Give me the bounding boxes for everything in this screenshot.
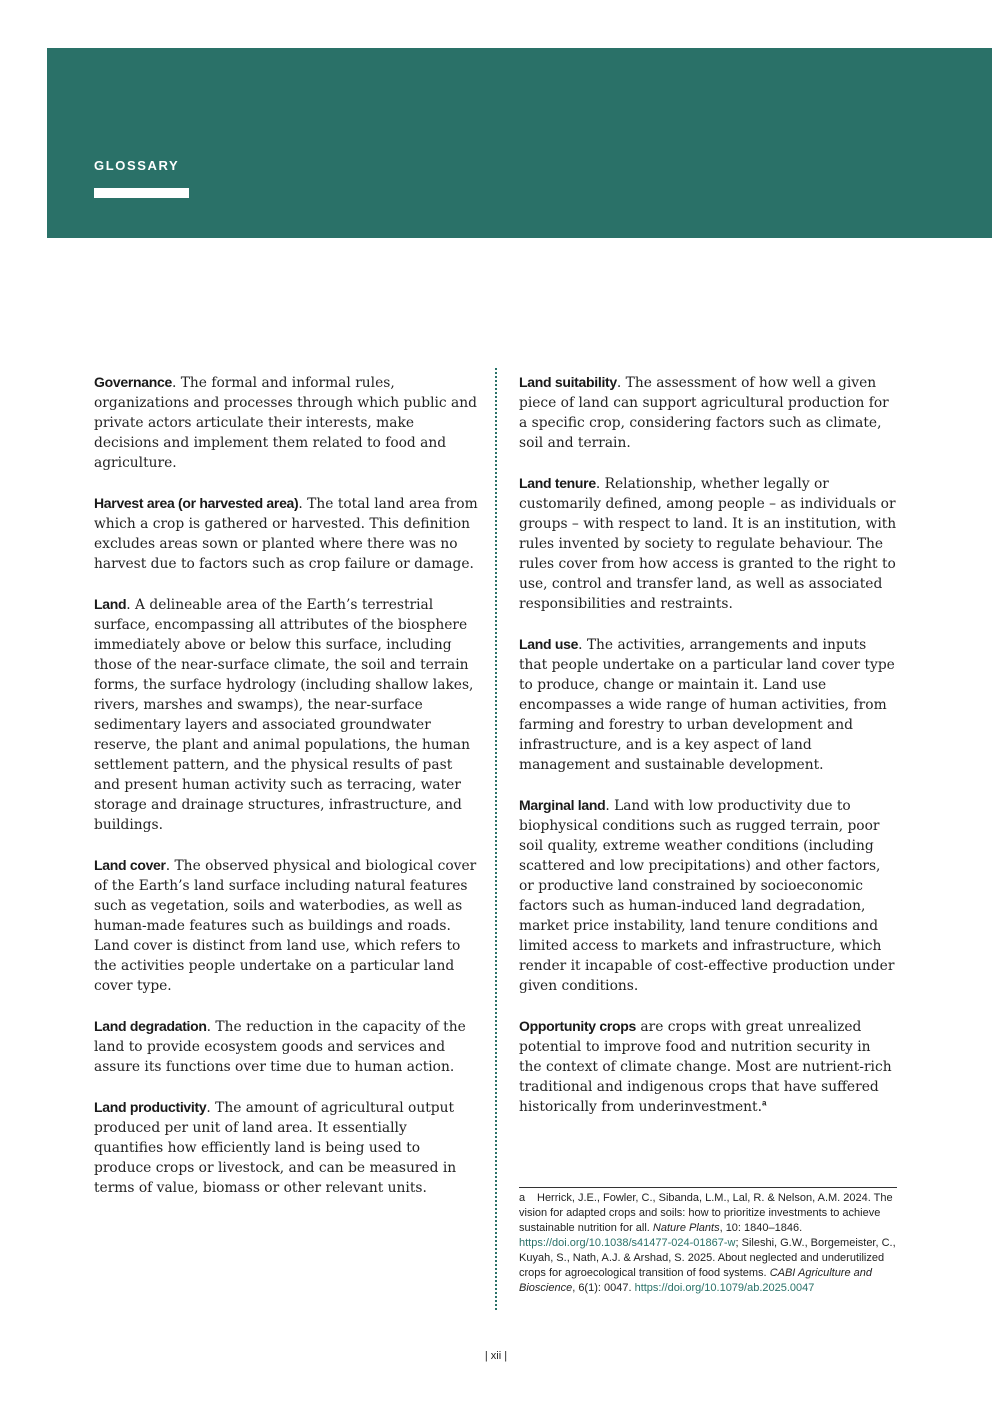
glossary-definition: . Land with low productivity due to biophysical conditions such as rugged terrain, poor soil quality, extreme weather conditions (including scattered and low precipitations) and other factors, or productive land constrained by socioeconomic factors such as human-induced land degradation, market price instability, land tenure conditions and limited access to markets and infrastructure, which render it incapable of cost-effective production under given conditions. (519, 798, 895, 994)
glossary-definition: . The reduction in the capacity of the land to provide ecosystem goods and services and assure its functions over time due to human action. (94, 1019, 466, 1075)
glossary-term: Land tenure (519, 475, 596, 491)
glossary-term: Land (94, 596, 127, 612)
footnote-text: , 6(1): 0047. (572, 1282, 635, 1294)
glossary-definition: . The activities, arrangements and inputs that people undertake on a particular land cover type to produce, change or maintain it. Land use encompasses a wide range of human activities, from farming and forestry to urban development and infrastructure, and is a key aspect of land management and sustainable development. (519, 637, 895, 773)
glossary-definition: . The total land area from which a crop is gathered or harvested. This definition excludes areas sown or planted where there was no harvest due to factors such as crop failure or damage. (94, 496, 478, 572)
glossary-entry-marginal-land (519, 795, 897, 996)
glossary-entry-land-tenure (519, 473, 897, 614)
glossary-entry-governance (94, 372, 480, 473)
glossary-entry-land-productivity (94, 1097, 480, 1198)
glossary-entry-harvest-area (94, 493, 480, 574)
glossary-term: Land degradation (94, 1018, 207, 1034)
glossary-definition: . The observed physical and biological cover of the Earth’s land surface including natural features such as vegetation, soils and waterbodies, as well as human-made features such as buildings and roads. Land cover is distinct from land use, which refers to the activities people undertake on a particular land cover type. (94, 858, 477, 994)
footnote-rule (519, 1187, 897, 1188)
glossary-term: Land suitability (519, 374, 617, 390)
header-banner (47, 48, 992, 238)
footnote-text: , 10: 1840–1846. (719, 1222, 803, 1234)
glossary-term: Governance (94, 374, 172, 390)
glossary-entry-opportunity-crops (519, 1016, 897, 1117)
journal-title: Nature Plants (652, 1222, 720, 1234)
glossary-definition: are crops with great unrealized potential to improve food and nutrition security in the context of climate change. Most are nutrient-rich traditional and indigenous crops that have suffered historically from underinvestment. (519, 1019, 892, 1115)
page-title: GLOSSARY (94, 158, 180, 173)
glossary-entry-land-use (519, 634, 897, 775)
title-underline-bar (94, 188, 189, 198)
glossary-definition: . Relationship, whether legally or customarily defined, among people – as individuals or groups – with respect to land. It is an institution, with rules invented by society to regulate behaviour. The rules cover from how access is granted to the right to use, control and transfer land, as well as associated responsibilities and restraints. (519, 476, 897, 612)
page-number: | xii | (484, 1350, 508, 1362)
glossary-definition: . The assessment of how well a given piece of land can support agricultural production for a specific crop, considering factors such as climate, soil and terrain. (519, 375, 889, 451)
glossary-definition: . A delineable area of the Earth’s terrestrial surface, encompassing all attributes of the biosphere immediately above or below this surface, including those of the near-surface climate, the soil and terrain forms, the surface hydrology (including shallow lakes, rivers, marshes and swamps), the near-surface sedimentary layers and associated groundwater reserve, the plant and animal populations, the human settlement pattern, and the physical results of past and present human activity such as terracing, water storage and drainage structures, infrastructure, and buildings. (94, 597, 474, 833)
doi-link[interactable]: https://doi.org/10.1079/ab.2025.0047 (634, 1282, 815, 1294)
footnote (519, 1191, 897, 1296)
glossary-term: Land productivity (94, 1099, 207, 1115)
glossary-term: Opportunity crops (519, 1018, 637, 1034)
glossary-term: Marginal land (519, 797, 606, 813)
glossary-definition: . The formal and informal rules, organizations and processes through which public and private actors articulate their interests, make decisions and implement them related to food and agriculture. (94, 375, 477, 471)
glossary-entry-land (94, 594, 480, 835)
glossary-entry-land-cover (94, 855, 480, 996)
doi-link[interactable]: https://doi.org/10.1038/s41477-024-01867-w (519, 1237, 736, 1249)
left-column (94, 372, 480, 1218)
glossary-entry-land-suitability (519, 372, 897, 453)
glossary-term: Harvest area (or harvested area) (94, 495, 299, 511)
footnote-mark: a (519, 1192, 526, 1204)
footnote-text: Herrick, J.E., Fowler, C., Sibanda, L.M., Lal, R. & Nelson, A.M. 2024. The vision for adapted crops and soils: how to prioritize investments to achieve sustainable nutrition for all. (519, 1192, 893, 1234)
footnote-reference[interactable]: a (761, 1098, 767, 1108)
right-column (519, 372, 897, 1137)
glossary-term: Land cover (94, 857, 166, 873)
column-divider (495, 368, 497, 1310)
journal-title: CABI Agriculture and Bioscience (519, 1267, 872, 1294)
glossary-term: Land use (519, 636, 579, 652)
footnote-text: ; Sileshi, G.W., Borgemeister, C., Kuyah, S., Nath, A.J. & Arshad, S. 2025. About neglected and underutilized crops for agroecological transition of food systems. (519, 1237, 896, 1279)
glossary-definition: . The amount of agricultural output produced per unit of land area. It essentially quantifies how efficiently land is being used to produce crops or livestock, and can be measured in terms of value, biomass or other relevant units. (94, 1100, 457, 1196)
glossary-entry-land-degradation (94, 1016, 480, 1077)
